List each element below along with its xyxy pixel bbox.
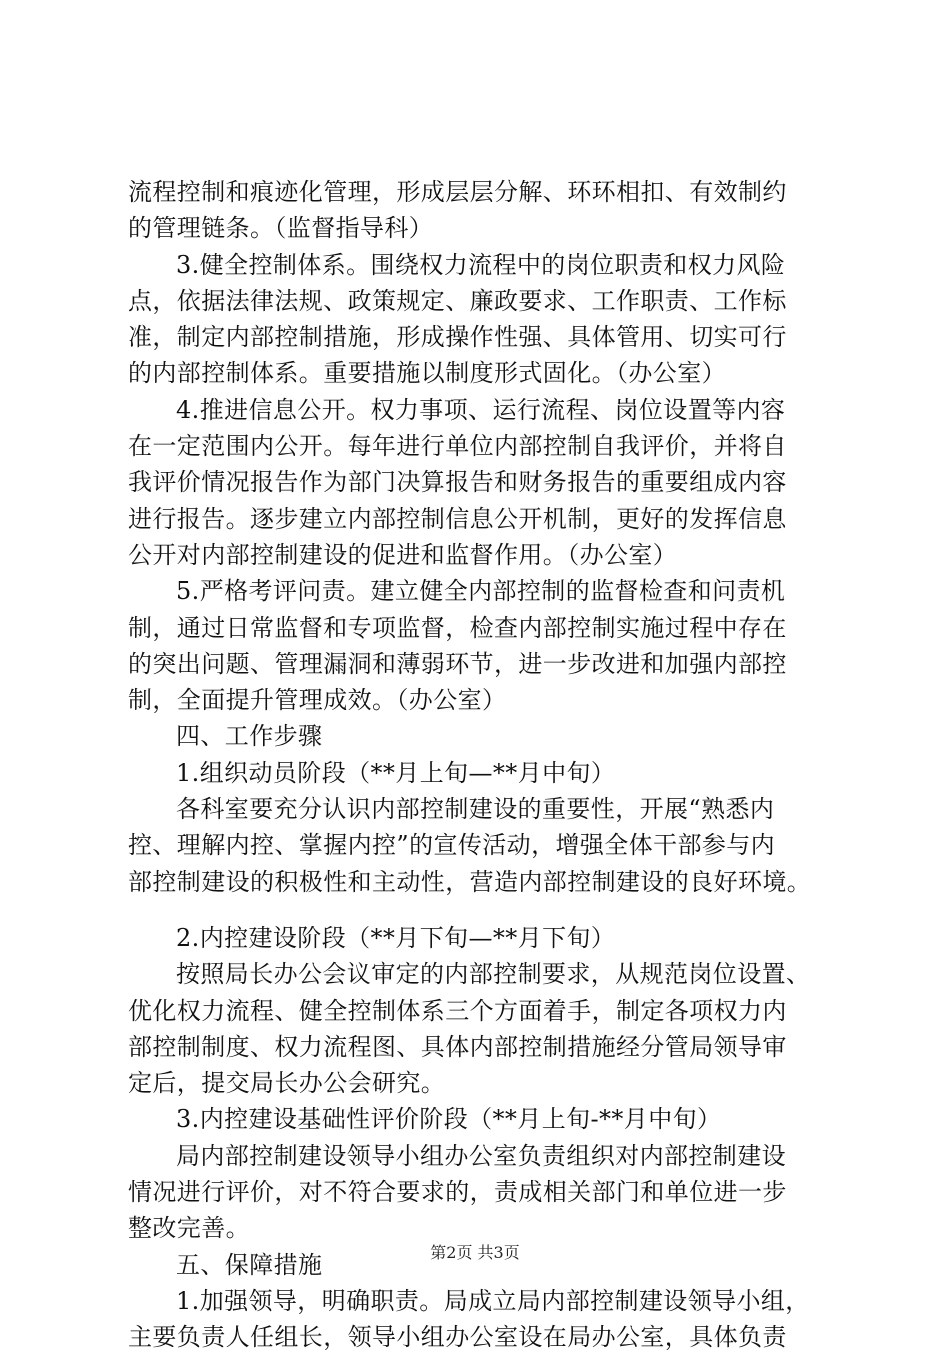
text-line: 控、理解内控、掌握内控”的宣传活动，增强全体干部参与内 (128, 831, 776, 860)
subsection-heading: 1.组织动员阶段（**月上旬—**月中旬） (176, 758, 616, 787)
text-line: 的内部控制体系。重要措施以制度形式固化。（办公室） (128, 359, 726, 388)
paragraph-start-line: 各科室要充分认识内部控制建设的重要性，开展“熟悉内 (176, 795, 775, 824)
text-line: 的突出问题、管理漏洞和薄弱环节，进一步改进和加强内部控 (128, 649, 787, 678)
document-body (128, 174, 854, 1356)
text-line: 准，制定内部控制措施，形成操作性强、具体管用、切实可行 (128, 323, 787, 352)
text-line: 公开对内部控制建设的促进和监督作用。（办公室） (128, 540, 678, 569)
paragraph-start-line: 局内部控制建设领导小组办公室负责组织对内部控制建设 (176, 1141, 786, 1170)
subsection-heading: 3.内控建设基础性评价阶段（**月上旬-**月中旬） (176, 1105, 722, 1134)
text-line: 整改完善。 (128, 1214, 250, 1243)
paragraph-gap (128, 900, 854, 920)
text-line: 制，全面提升管理成效。（办公室） (128, 686, 507, 715)
text-line: 部控制制度、权力流程图、具体内部控制措施经分管局领导审 (128, 1032, 787, 1061)
text-line: 进行报告。逐步建立内部控制信息公开机制，更好的发挥信息 (128, 504, 787, 533)
paragraph-start-line: 按照局长办公会议审定的内部控制要求，从规范岗位设置、 (176, 960, 811, 989)
text-line: 情况进行评价，对不符合要求的，责成相关部门和单位进一步 (128, 1178, 787, 1207)
text-line: 主要负责人任组长，领导小组办公室设在局办公室，具体负责 (128, 1323, 787, 1352)
paragraph-start-line: 1.加强领导，明确职责。局成立局内部控制建设领导小组， (176, 1286, 810, 1315)
section-heading: 四、工作步骤 (176, 722, 323, 751)
page-number-footer: 第2页 共3页 (430, 1243, 520, 1262)
text-line: 我评价情况报告作为部门决算报告和财务报告的重要组成内容 (128, 468, 787, 497)
paragraph-start-line: 3.健全控制体系。围绕权力流程中的岗位职责和权力风险 (176, 250, 786, 279)
section-heading: 五、保障措施 (176, 1250, 323, 1279)
subsection-heading: 2.内控建设阶段（**月下旬—**月下旬） (176, 923, 616, 952)
text-line: 定后，提交局长办公会研究。 (128, 1069, 446, 1098)
text-line: 优化权力流程、健全控制体系三个方面着手，制定各项权力内 (128, 996, 787, 1025)
text-line: 在一定范围内公开。每年进行单位内部控制自我评价，并将自 (128, 432, 787, 461)
text-line: 制，通过日常监督和专项监督，检查内部控制实施过程中存在 (128, 613, 787, 642)
paragraph-start-line: 4.推进信息公开。权力事项、运行流程、岗位设置等内容 (176, 395, 786, 424)
text-line: 点，依据法律法规、政策规定、廉政要求、工作职责、工作标 (128, 286, 787, 315)
text-line: 流程控制和痕迹化管理，形成层层分解、环环相扣、有效制约 (128, 178, 787, 206)
text-line: 部控制建设的积极性和主动性，营造内部控制建设的良好环境。 (128, 867, 812, 896)
paragraph-start-line: 5.严格考评问责。建立健全内部控制的监督检查和问责机 (176, 577, 786, 606)
text-line: 的管理链条。（监督指导科） (128, 214, 434, 243)
